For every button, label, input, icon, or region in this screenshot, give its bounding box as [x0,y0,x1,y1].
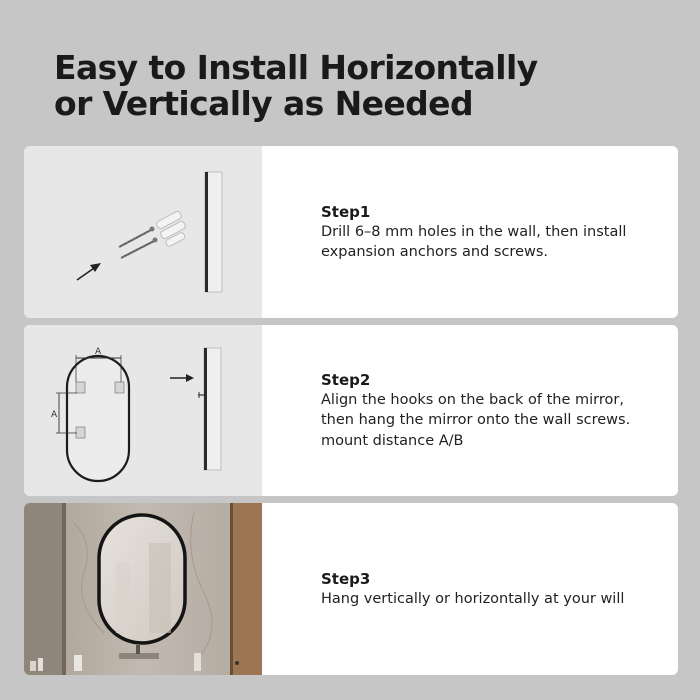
headline-line-1: Easy to Install Horizontally [54,48,538,87]
screw-icon [119,227,158,259]
step2-line: mount distance A/B [321,432,464,449]
anchor-icon [156,210,187,247]
step3-description [321,589,662,610]
step2-description [321,390,662,452]
step1-title: Step1 [321,202,371,221]
dimension-label-a-horizontal: A [95,347,102,357]
dimension-label-a-vertical: A [51,410,58,420]
oval-mirror [99,515,185,643]
step2-line: Align the hooks on the back of the mirror, [321,391,624,408]
headline-line-2: or Vertically as Needed [54,84,473,123]
step2-card [24,325,678,496]
arrow-right-icon [170,374,194,382]
step3-text [321,503,662,675]
step3-title: Step3 [321,569,371,588]
step1-card [24,146,678,318]
bathroom-photo [24,503,262,675]
step1-line: expansion anchors and screws. [321,244,549,260]
step2-line: then hang the mirror onto the wall screws. [321,412,631,429]
step1-description [321,222,662,263]
step2-text [321,325,662,496]
step2-illustration [24,325,262,496]
step3-card [24,503,678,675]
step1-text [321,146,662,318]
arrow-icon [77,263,101,280]
step2-title: Step2 [321,370,371,389]
step3-line: Hang vertically or horizontally at your will [321,590,625,607]
headline [54,50,674,122]
step1-illustration [24,146,262,318]
wall-icon [198,348,221,470]
step1-line: Drill 6–8 mm holes in the wall, then install [321,223,627,240]
wall-icon [205,172,222,292]
